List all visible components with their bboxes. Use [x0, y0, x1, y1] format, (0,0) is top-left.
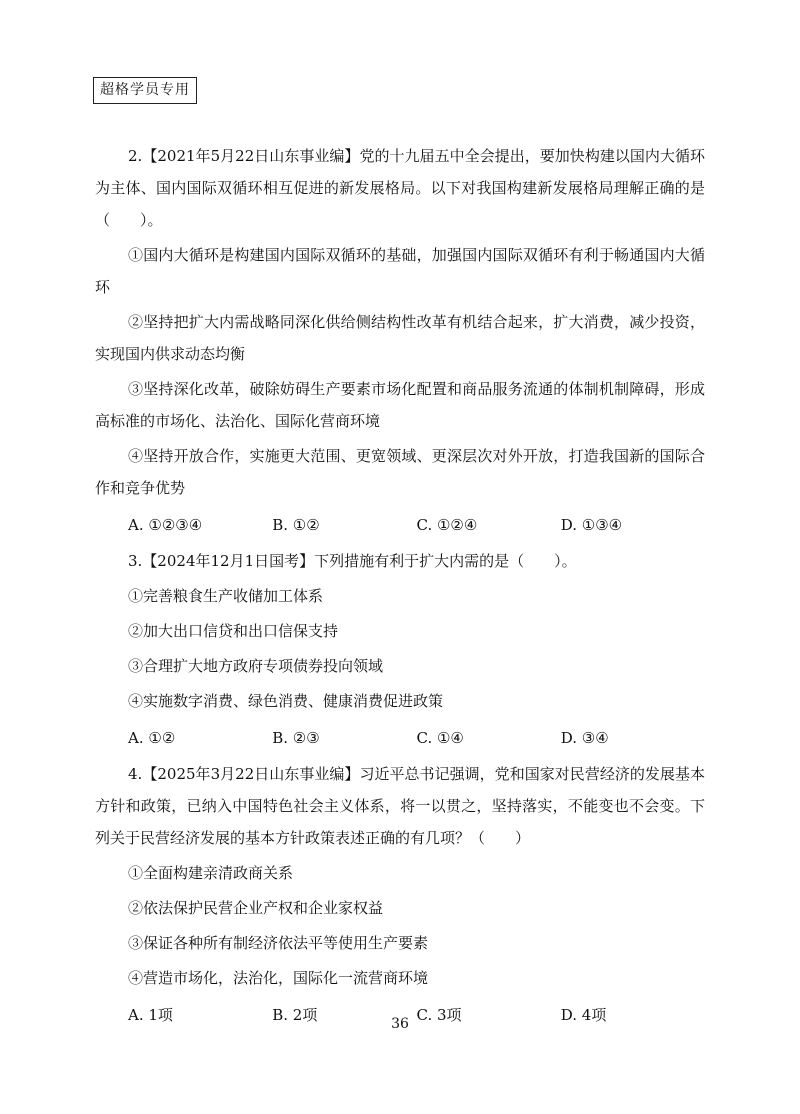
statement-item: ③坚持深化改革，破除妨碍生产要素市场化配置和商品服务流通的体制机制障碍，形成高标准的市场化、法治化、国际化营商环境: [95, 380, 705, 430]
statement-item: ③保证各种所有制经济依法平等使用生产要素: [128, 934, 429, 952]
answer-option-b: B. ①②: [272, 516, 320, 534]
answer-option-a: A. 1项: [128, 1006, 173, 1024]
page-number: 36: [391, 1016, 409, 1032]
answer-option-c: C. ①④: [416, 729, 464, 747]
question-list: [95, 140, 705, 1035]
answer-option-d: D. 4项: [560, 1006, 607, 1024]
question-4: [95, 758, 705, 1031]
statement-item: ①全面构建亲清政商关系: [128, 864, 294, 882]
answer-choices: [128, 509, 705, 541]
question-2: [95, 140, 705, 541]
question-stem: 2.【2021年5月22日山东事业编】党的十九届五中全会提出，要加快构建以国内大循环为主体、国内国际双循环相互促进的新发展格局。以下对我国构建新发展格局理解正确的是（ ）。: [95, 147, 705, 229]
statement-item: ①完善粮食生产收储加工体系: [128, 587, 324, 605]
answer-option-d: D. ①③④: [560, 516, 623, 534]
question-3: [95, 545, 705, 754]
answer-option-b: B. ②③: [272, 729, 320, 747]
statement-item: ④实施数字消费、绿色消费、健康消费促进政策: [128, 692, 444, 710]
answer-option-d: D. ③④: [560, 729, 609, 747]
statement-item: ④营造市场化，法治化，国际化一流营商环境: [128, 969, 429, 987]
statement-item: ②加大出口信贷和出口信保支持: [128, 622, 339, 640]
answer-option-a: A. ①②: [128, 729, 176, 747]
statement-item: ②依法保护民营企业产权和企业家权益: [128, 899, 384, 917]
question-stem: 3.【2024年12月1日国考】下列措施有利于扩大内需的是（ ）。: [128, 552, 577, 570]
statement-item: ③合理扩大地方政府专项债券投向领域: [128, 657, 384, 675]
statement-item: ②坚持把扩大内需战略同深化供给侧结构性改革有机结合起来，扩大消费，减少投资，实现国内供求动态均衡: [95, 313, 705, 363]
question-stem: 4.【2025年3月22日山东事业编】习近平总书记强调，党和国家对民营经济的发展基本方针和政策，已纳入中国特色社会主义体系，将一以贯之，坚持落实，不能变也不会变。下列关于民营经济发展的基本方针政策表述正确的有几项？（ ）: [95, 765, 705, 847]
answer-option-c: C. ①②④: [416, 516, 478, 534]
student-only-stamp: 超格学员专用: [93, 77, 197, 104]
answer-option-b: B. 2项: [272, 1006, 318, 1024]
answer-option-c: C. 3项: [416, 1006, 462, 1024]
statement-item: ④坚持开放合作，实施更大范围、更宽领域、更深层次对外开放，打造我国新的国际合作和竞争优势: [95, 447, 705, 497]
answer-choices: [128, 722, 705, 754]
statement-item: ①国内大循环是构建国内国际双循环的基础，加强国内国际双循环有利于畅通国内大循环: [95, 246, 705, 296]
answer-option-a: A. ①②③④: [128, 516, 203, 534]
